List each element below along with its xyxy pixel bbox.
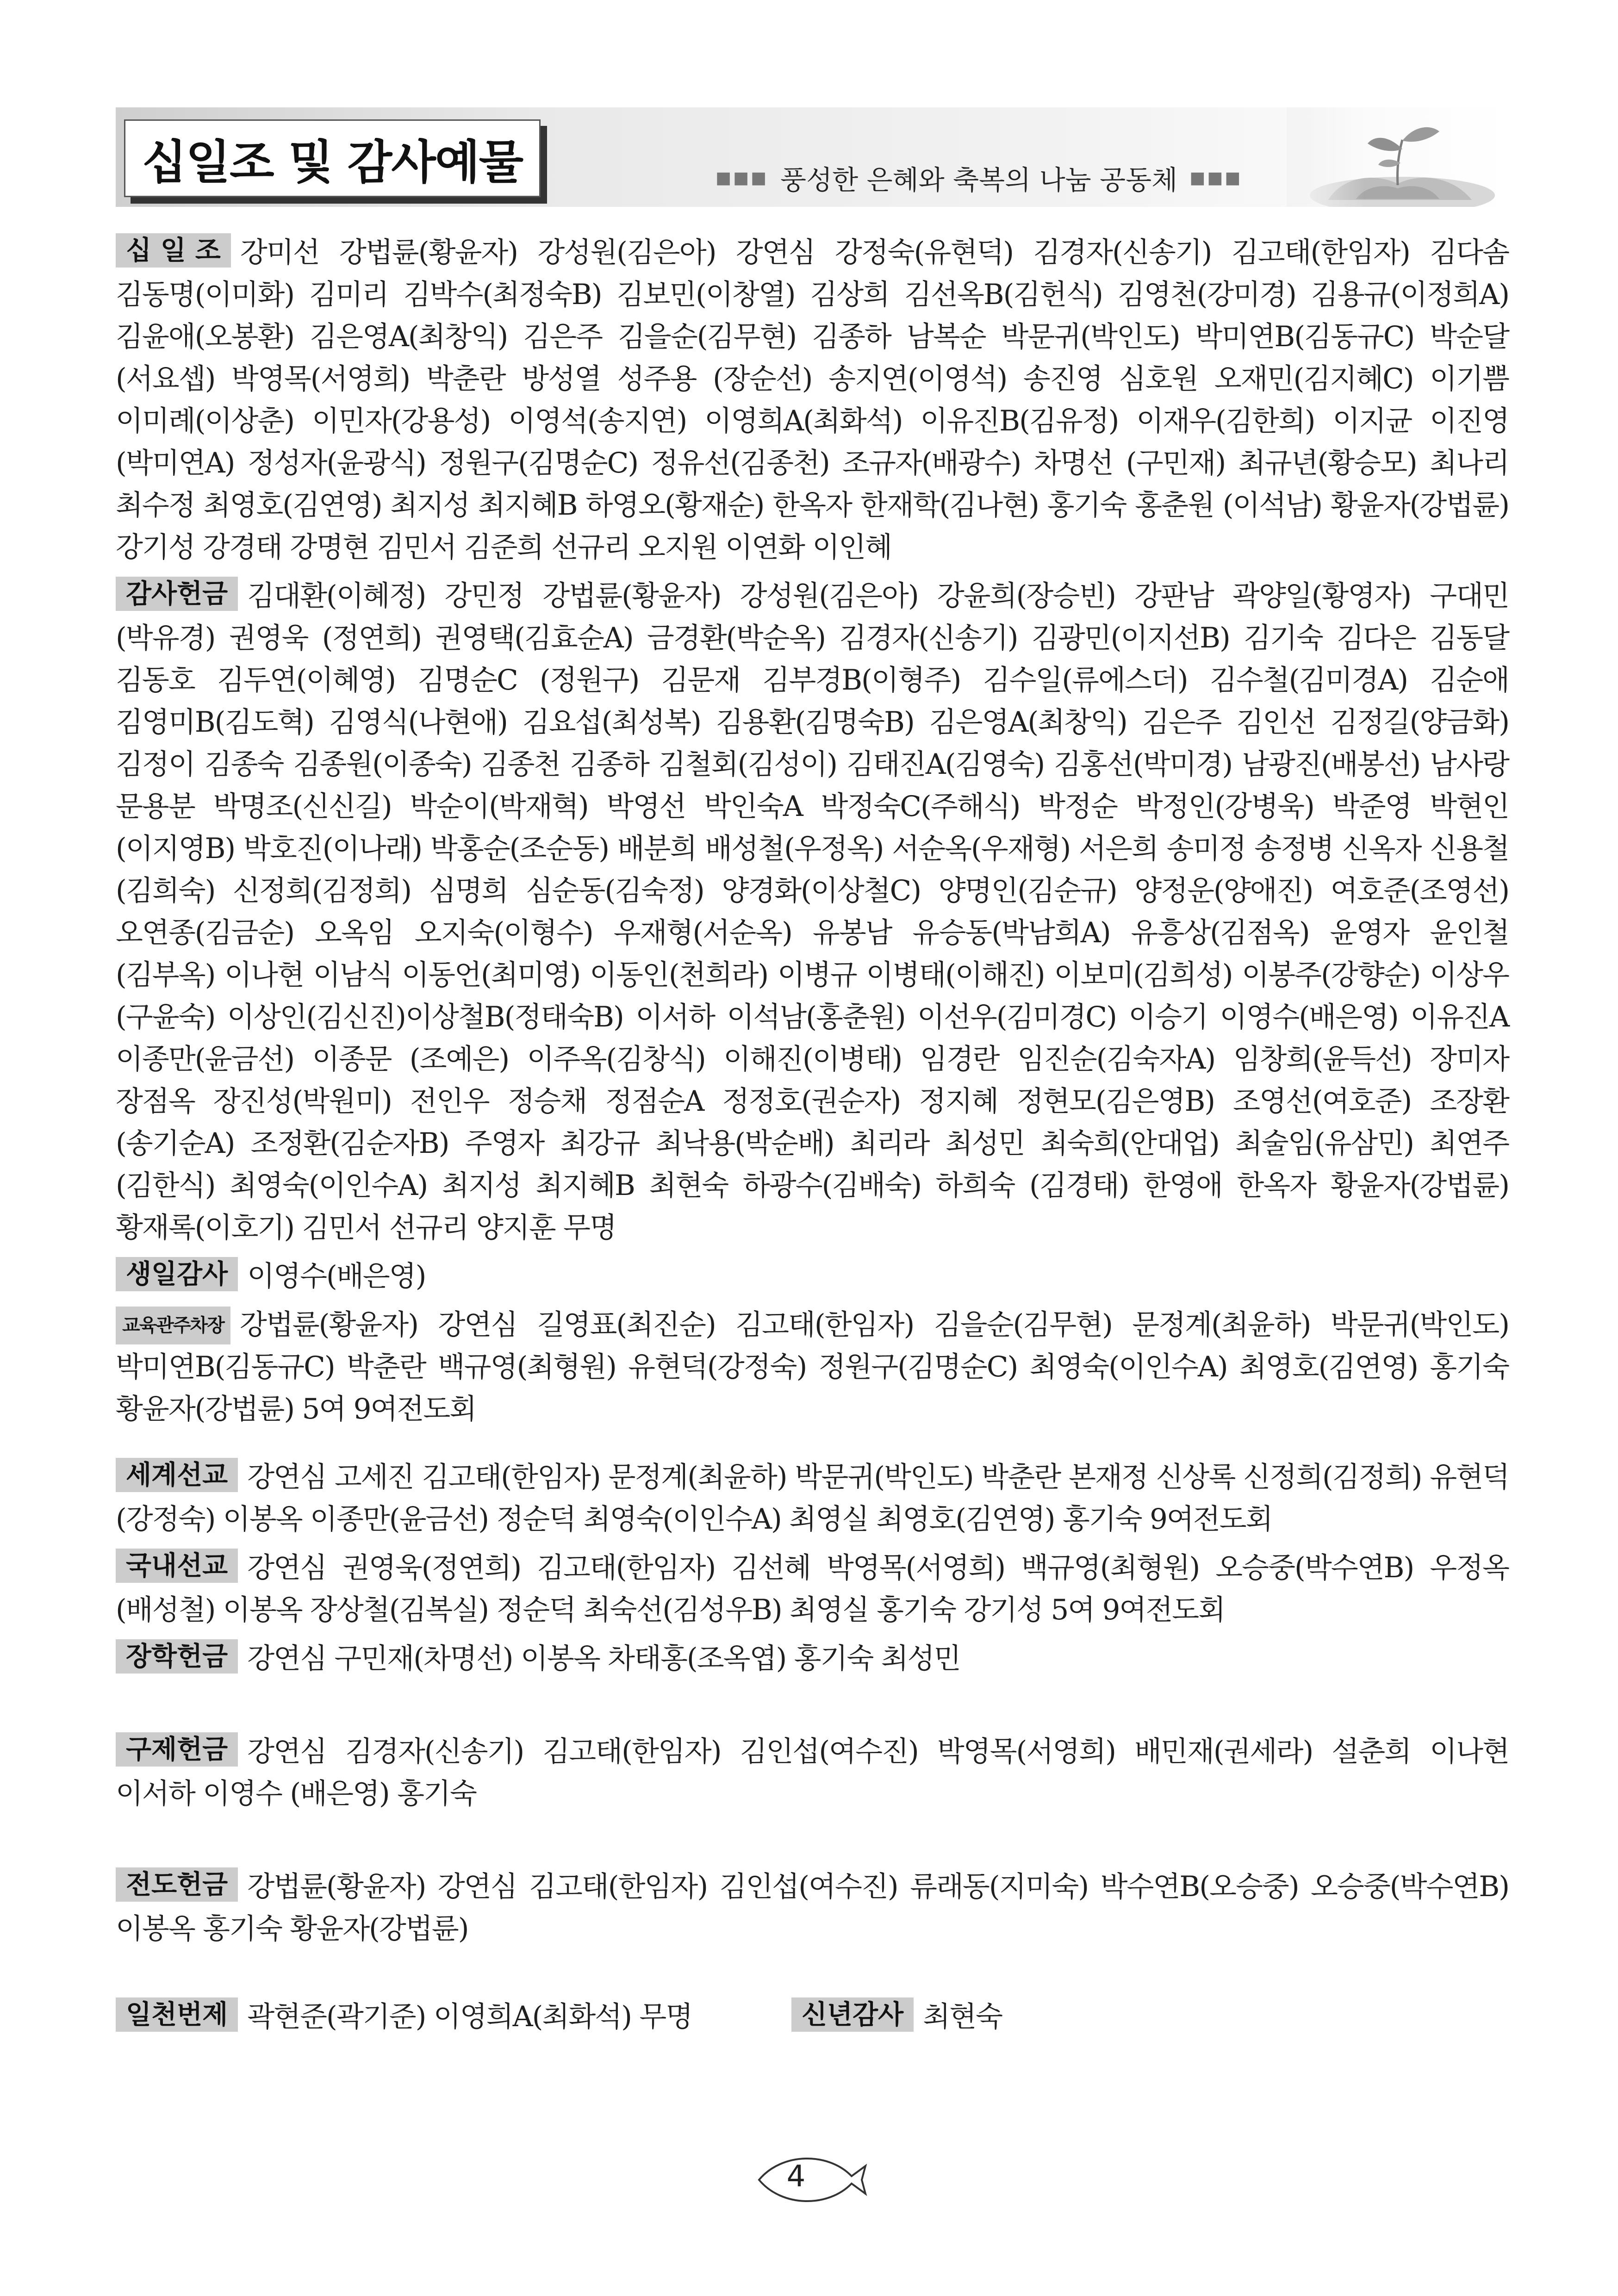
subtitle-dots-left: ■■■ <box>716 168 769 187</box>
section-tithe <box>116 231 1509 568</box>
hands-sprout-icon <box>1287 107 1509 207</box>
section-evangelism <box>116 1866 1509 1950</box>
section-new-year <box>791 1994 1467 2035</box>
offering-list <box>116 231 1509 2035</box>
page-number-badge <box>750 2147 870 2212</box>
section-row-last <box>116 1994 1509 2035</box>
section-world-mission <box>116 1456 1509 1540</box>
section-label-domestic-mission: 국내선교 <box>116 1549 238 1583</box>
section-names-thousand: 곽현준(곽기준) 이영희A(최화석) 무명 <box>247 2000 692 2033</box>
section-education <box>116 1304 1509 1430</box>
section-label-thanks: 감사헌금 <box>116 577 238 611</box>
subtitle <box>703 158 1254 197</box>
section-label-new-year: 신년감사 <box>791 1997 914 2032</box>
header-band <box>116 107 1509 207</box>
section-label-birthday: 생일감사 <box>116 1257 238 1291</box>
title-box <box>124 119 541 197</box>
section-label-thousand: 일천번제 <box>116 1997 238 2032</box>
section-scholarship <box>116 1637 1509 1680</box>
section-thousand <box>116 1994 791 2035</box>
section-label-world-mission: 세계선교 <box>116 1458 238 1492</box>
section-thanks <box>116 575 1509 1249</box>
section-names-scholarship: 강연심 구민재(차명선) 이봉옥 차태홍(조옥엽) 홍기숙 최성민 <box>247 1642 960 1675</box>
section-label-education: 교육관주차장 <box>116 1307 230 1344</box>
page-title: 십일조 및 감사예물 <box>142 135 523 189</box>
section-label-evangelism: 전도헌금 <box>116 1867 238 1902</box>
section-birthday <box>116 1255 1509 1297</box>
section-names-evangelism: 강법륜(황윤자) 강연심 김고태(한임자) 김인섭(여수진) 류래동(지미숙) 박수연B(오승중) 오승중(박수연B) 이봉옥 홍기숙 황윤자(강법륜) <box>116 1870 1509 1945</box>
section-domestic-mission <box>116 1547 1509 1631</box>
section-label-relief: 구제헌금 <box>116 1732 238 1767</box>
section-relief <box>116 1730 1509 1815</box>
section-names-relief: 강연심 김경자(신송기) 김고태(한임자) 김인섭(여수진) 박영목(서영희) 배민재(권세라) 설춘희 이나현 이서하 이영수 (배은영) 홍기숙 <box>116 1735 1509 1810</box>
section-label-tithe: 십 일 조 <box>116 233 231 268</box>
section-names-world-mission: 강연심 고세진 김고태(한임자) 문정계(최윤하) 박문귀(박인도) 박춘란 본재정 신상록 신정희(김정희) 유현덕(강정숙) 이봉옥 이종만(윤금선) 정순덕 최영숙(이인수A) 최영실 최영호(김연영) 홍기숙 9여전도회 <box>116 1461 1509 1536</box>
section-names-tithe: 강미선 강법륜(황윤자) 강성원(김은아) 강연심 강정숙(유현덕) 김경자(신송기) 김고태(한임자) 김다솜 김동명(이미화) 김미리 김박수(최정숙B) 김보민(이창열) 김상희 김선옥B(김헌식) 김영천(강미경) 김용규(이정희A) 김윤애(오봉환) 김은영A(최창익) 김은주 김을순(김무현) 김종하 남복순 박문귀(박인도) 박미연B(김동규C) 박순달(서요셉) 박영목(서영희) 박춘란 방성열 성주용 (장순선) 송지연(이영석) 송진영 심호원 오재민(김지혜C) 이기쁨 이미례(이상춘) 이민자(강용성) 이영석(송지연) 이영희A(최화석) 이유진B(김유정) 이재우(김한희) 이지균 이진영(박미연A) 정성자(윤광식) 정원구(김명순C) 정유선(김종천) 조규자(배광수) 차명선 (구민재) 최규년(황승모) 최나리 최수정 최영호(김연영) 최지성 최지혜B 하영오(황재순) 한옥자 한재학(김나현) 홍기숙 홍춘원 (이석남) 황윤자(강법륜) 강기성 강경태 강명현 김민서 김준희 선규리 오지원 이연화 이인혜 <box>116 236 1509 564</box>
section-names-domestic-mission: 강연심 권영욱(정연희) 김고태(한임자) 김선혜 박영목(서영희) 백규영(최형원) 오승중(박수연B) 우정옥(배성철) 이봉옥 장상철(김복실) 정순덕 최숙선(김성우B) 최영실 홍기숙 강기성 5여 9여전도회 <box>116 1551 1509 1626</box>
subtitle-dots-right: ■■■ <box>1189 168 1243 187</box>
subtitle-text: 풍성한 은혜와 축복의 나눔 공동체 <box>780 164 1178 196</box>
section-label-scholarship: 장학헌금 <box>116 1639 238 1674</box>
page-number: 4 <box>786 2159 806 2194</box>
section-names-birthday: 이영수(배은영) <box>247 1260 426 1293</box>
section-names-new-year: 최현숙 <box>923 2000 1002 2033</box>
section-names-thanks: 김대환(이혜정) 강민정 강법륜(황윤자) 강성원(김은아) 강윤희(장승빈) 강판남 곽양일(황영자) 구대민(박유경) 권영욱 (정연희) 권영택(김효순A) 금경환(박순옥) 김경자(신송기) 김광민(이지선B) 김기숙 김다은 김동달 김동호 김두연(이혜영) 김명순C (정원구) 김문재 김부경B(이형주) 김수일(류에스더) 김수철(김미경A) 김순애 김영미B(김도혁) 김영식(나현애) 김요섭(최성복) 김용환(김명숙B) 김은영A(최창익) 김은주 김인선 김정길(양금화) 김정이 김종숙 김종원(이종숙) 김종천 김종하 김철회(김성이) 김태진A(김영숙) 김홍선(박미경) 남광진(배봉선) 남사랑 문용분 박명조(신신길) 박순이(박재혁) 박영선 박인숙A 박정숙C(주해식) 박정순 박정인(강병욱) 박준영 박현인(이지영B) 박호진(이나래) 박홍순(조순동) 배분희 배성철(우정옥) 서순옥(우재형) 서은희 송미정 송정병 신옥자 신용철(김희숙) 신정희(김정희) 심명희 심순동(김숙정) 양경화(이상철C) 양명인(김순규) 양정운(양애진) 여호준(조영선) 오연종(김금순) 오옥임 오지숙(이형수) 우재형(서순옥) 유봉남 유승동(박남희A) 유흥상(김점옥) 윤영자 윤인철 (김부옥) 이나현 이남식 이동언(최미영) 이동인(천희라) 이병규 이병태(이해진) 이보미(김희성) 이봉주(강향순) 이상우(구윤숙) 이상인(김신진)이상철B(정태숙B) 이서하 이석남(홍춘원) 이선우(김미경C) 이승기 이영수(배은영) 이유진A 이종만(윤금선) 이종문 (조예은) 이주옥(김창식) 이해진(이병태) 임경란 임진순(김숙자A) 임창희(윤득선) 장미자 장점옥 장진성(박원미) 전인우 정승채 정점순A 정정호(권순자) 정지혜 정현모(김은영B) 조영선(여호준) 조장환(송기순A) 조정환(김순자B) 주영자 최강규 최낙용(박순배) 최리라 최성민 최숙희(안대업) 최술임(유삼민) 최연주(김한식) 최영숙(이인수A) 최지성 최지혜B 최현숙 하광수(김배숙) 하희숙 (김경태) 한영애 한옥자 황윤자(강법륜) 황재록(이호기) 김민서 선규리 양지훈 무명 <box>116 579 1509 1244</box>
section-names-education: 강법륜(황윤자) 강연심 길영표(최진순) 김고태(한임자) 김을순(김무현) 문정계(최윤하) 박문귀(박인도) 박미연B(김동규C) 박춘란 백규영(최형원) 유현덕(강정숙) 정원구(김명순C) 최영숙(이인수A) 최영호(김연영) 홍기숙 황윤자(강법륜) 5여 9여전도회 <box>116 1308 1509 1425</box>
